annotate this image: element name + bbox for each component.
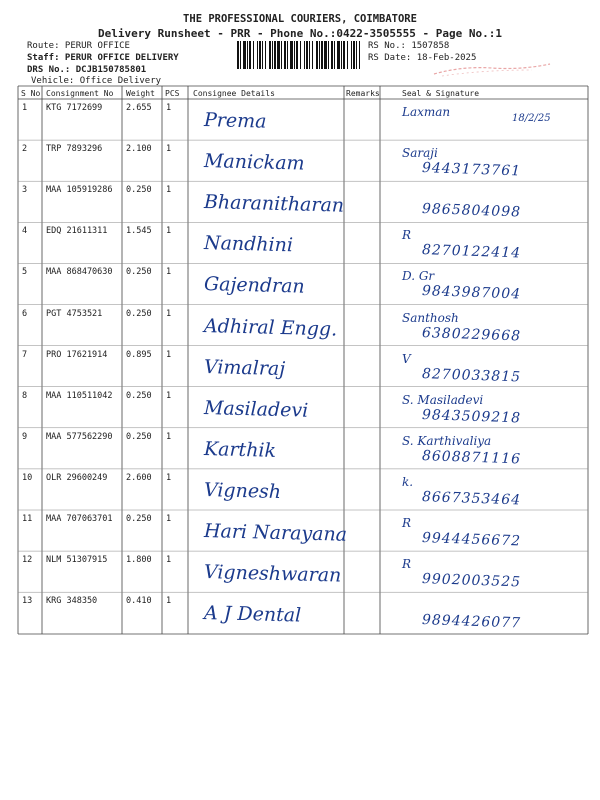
company-name: THE PROFESSIONAL COURIERS, COIMBATORE (183, 13, 417, 25)
signature-handwritten: R (402, 557, 412, 572)
cell-pcs: 1 (166, 226, 172, 237)
cell-consignee-handwritten: Bharanitharan (203, 191, 345, 217)
rs-number: RS No.: 1507858 (368, 41, 450, 51)
cell-weight: 2.655 (126, 103, 152, 113)
cell-sno: 10 (22, 472, 33, 483)
cell-consignee-handwritten: Gajendran (203, 273, 305, 299)
cell-consignment-no: KRG 348350 (46, 596, 98, 607)
drs-number: DRS No.: DCJB150785801 (27, 65, 147, 75)
cell-consignment-no: MAA 105919286 (46, 185, 113, 196)
cell-weight: 2.600 (126, 472, 152, 483)
cell-consignment-no: KTG 7172699 (46, 103, 103, 113)
cell-pcs: 1 (166, 390, 172, 401)
cell-consignment-no: NLM 51307915 (46, 555, 108, 566)
cell-sno: 12 (22, 555, 33, 566)
cell-pcs: 1 (166, 185, 172, 196)
cell-pcs: 1 (166, 103, 172, 113)
phone-handwritten: 9902003525 (421, 571, 522, 591)
cell-weight: 0.250 (126, 267, 152, 278)
cell-consignee-handwritten: Vignesh (203, 478, 282, 503)
signature-handwritten: S. Karthivaliya (402, 433, 492, 448)
col-header-weight: Weight (126, 89, 155, 98)
cell-consignment-no: MAA 110511042 (46, 390, 113, 401)
signature-handwritten: Laxman (402, 105, 451, 119)
cell-pcs: 1 (166, 472, 172, 483)
cell-sno: 2 (22, 144, 28, 155)
cell-weight: 0.250 (126, 308, 152, 319)
phone-handwritten: 9843987004 (421, 283, 522, 303)
staff-label: Staff: PERUR OFFICE DELIVERY (27, 53, 179, 63)
cell-pcs: 1 (166, 267, 172, 278)
col-header-consignee: Consignee Details (193, 89, 275, 98)
cell-consignee-handwritten: Karthik (203, 437, 277, 462)
signature-handwritten: S. Masiladevi (402, 392, 484, 407)
cell-consignee-handwritten: Masiladevi (203, 396, 309, 422)
signature-handwritten: k. (402, 474, 414, 489)
cell-consignment-no: MAA 868470630 (46, 267, 113, 278)
col-header-signature: Seal & Signature (402, 89, 480, 98)
phone-handwritten: 9443173761 (421, 160, 522, 180)
route-label: Route: PERUR OFFICE (27, 41, 130, 51)
signature-handwritten: V (402, 351, 411, 366)
cell-consignee-handwritten: Manickam (203, 150, 305, 175)
phone-handwritten: 8270033815 (421, 365, 522, 386)
cell-pcs: 1 (166, 596, 172, 607)
cell-consignment-no: PRO 17621914 (46, 349, 108, 360)
cell-consignment-no: PGT 4753521 (46, 308, 103, 319)
cell-pcs: 1 (166, 144, 172, 155)
cell-consignment-no: EDQ 21611311 (46, 226, 108, 237)
cell-sno: 7 (22, 349, 28, 360)
phone-handwritten: 8608871116 (421, 447, 522, 468)
signature-handwritten: R (402, 228, 412, 243)
cell-consignment-no: TRP 7893296 (46, 144, 103, 155)
cell-pcs: 1 (166, 555, 172, 566)
cell-consignee-handwritten: A J Dental (203, 602, 302, 627)
cell-sno: 9 (22, 431, 28, 442)
cell-consignment-no: OLR 29600249 (46, 472, 108, 483)
cell-consignee-handwritten: Hari Narayana (203, 520, 348, 546)
col-header-sno: S No (21, 89, 41, 98)
cell-pcs: 1 (166, 514, 172, 524)
phone-handwritten: 9865804098 (421, 201, 522, 221)
phone-handwritten: 8667353464 (421, 488, 522, 509)
cell-consignment-no: MAA 577562290 (46, 431, 113, 442)
phone-handwritten: 8270122414 (421, 242, 522, 262)
col-header-remarks: Remarks (346, 89, 380, 98)
col-header-pcs: PCS (165, 89, 180, 98)
cell-sno: 8 (22, 390, 28, 401)
cell-weight: 0.410 (126, 596, 152, 607)
phone-handwritten: 9944456672 (421, 530, 522, 550)
cell-weight: 0.250 (126, 185, 152, 196)
cell-sno: 4 (22, 226, 28, 237)
cell-sno: 1 (22, 103, 28, 113)
phone-handwritten: 6380229668 (421, 324, 522, 344)
cell-pcs: 1 (166, 308, 172, 319)
vehicle-label: Vehicle: Office Delivery (31, 76, 162, 86)
cell-weight: 2.100 (126, 144, 152, 155)
signature-handwritten: R (402, 516, 412, 530)
cell-weight: 0.250 (126, 390, 152, 401)
cell-consignment-no: MAA 707063701 (46, 514, 113, 524)
date-handwritten: 18/2/25 (512, 113, 551, 124)
cell-weight: 0.250 (126, 431, 152, 442)
rs-date: RS Date: 18-Feb-2025 (368, 53, 477, 63)
phone-handwritten: 9843509218 (421, 406, 522, 427)
signature-handwritten: Santhosh (402, 310, 459, 325)
runsheet-subtitle: Delivery Runsheet - PRR - Phone No.:0422-3505555 - Page No.:1 (98, 27, 502, 40)
cell-weight: 1.800 (126, 555, 152, 566)
cell-weight: 1.545 (126, 226, 152, 237)
cell-pcs: 1 (166, 349, 172, 360)
cell-consignee-handwritten: Vigneshwaran (203, 561, 342, 587)
cell-sno: 11 (22, 514, 33, 524)
cell-weight: 0.250 (126, 514, 152, 524)
signature-handwritten: D. Gr (402, 269, 435, 284)
cell-consignee-handwritten: Prema (203, 109, 267, 133)
cell-sno: 13 (22, 596, 33, 607)
col-header-consignment: Consignment No (46, 89, 114, 98)
phone-handwritten: 9894426077 (421, 612, 522, 632)
cell-consignee-handwritten: Vimalraj (203, 355, 286, 380)
cell-pcs: 1 (166, 431, 172, 442)
cell-sno: 3 (22, 185, 28, 196)
cell-weight: 0.895 (126, 349, 152, 360)
cell-consignee-handwritten: Nandhini (203, 232, 294, 257)
signature-handwritten: Saraji (402, 146, 438, 161)
cell-sno: 5 (22, 267, 28, 278)
cell-sno: 6 (22, 308, 28, 319)
cell-consignee-handwritten: Adhiral Engg. (203, 314, 338, 340)
